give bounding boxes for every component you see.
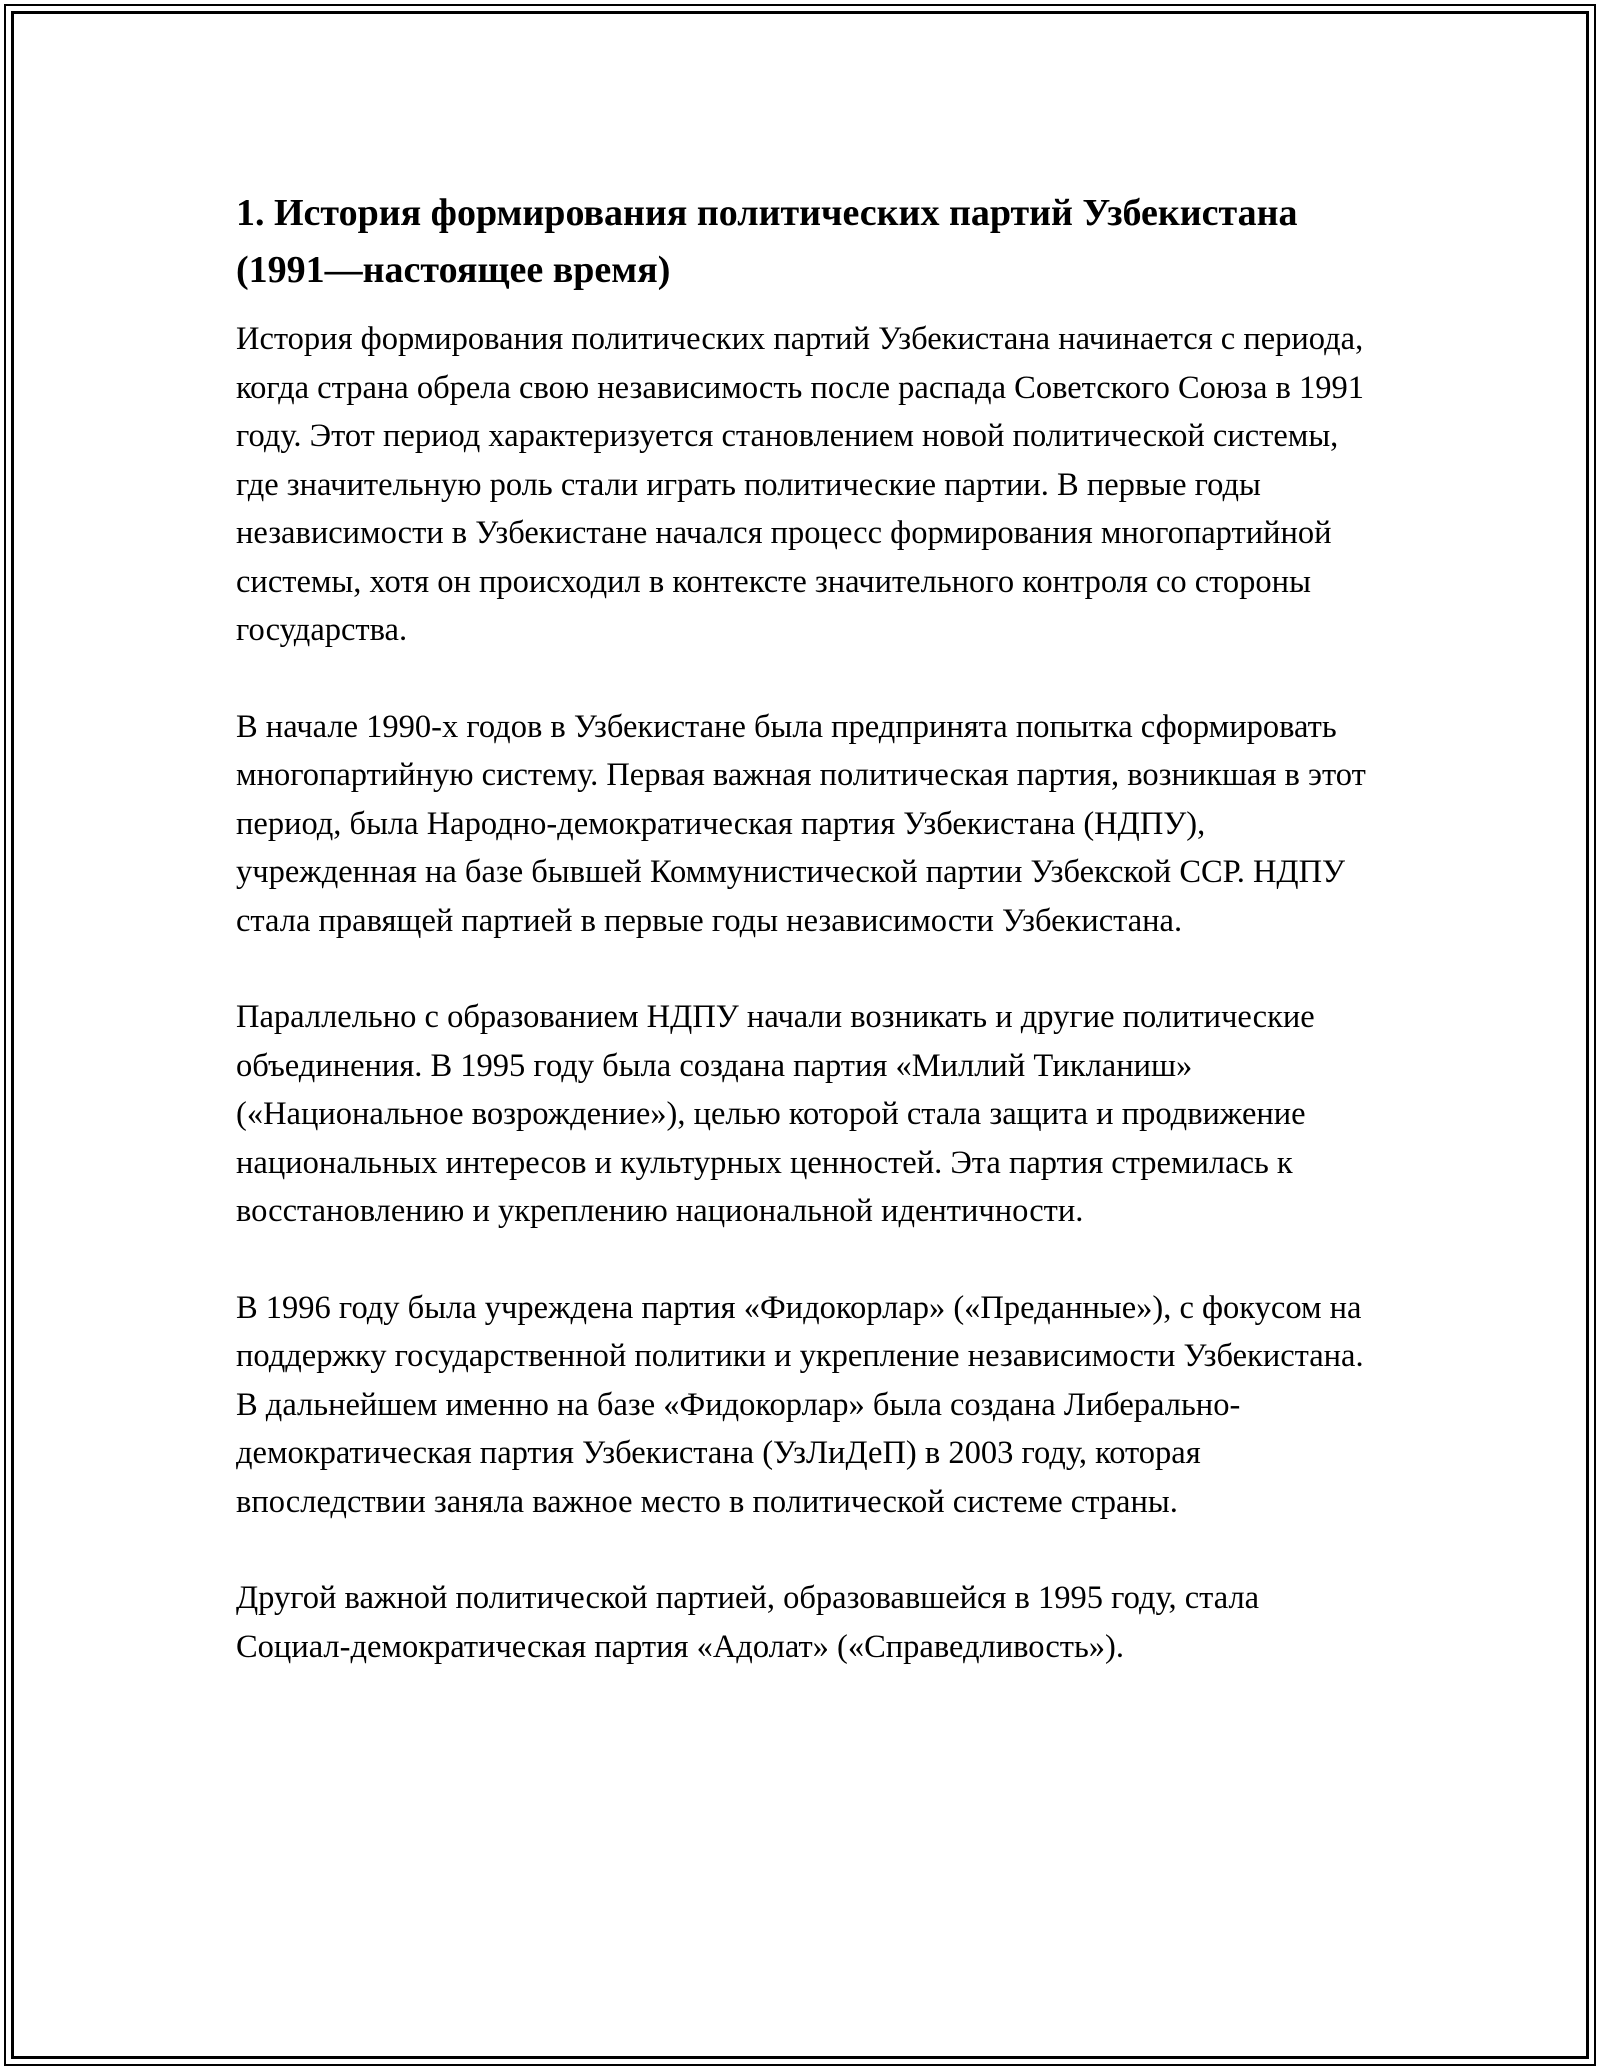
paragraph-independence: История формирования политических партий Узбекистана начинается с периода, когда страна обрела свою независимость после распада Советского Союза в 1991 году. Этот период характеризуется становлением новой политической системы, где значительную роль стали играть политические партии. В первые годы независимости в Узбекистане начался процесс формирования многопартийной системы, хотя он происходил в контексте значительного контроля со стороны государства. bbox=[236, 321, 1365, 648]
document-body bbox=[236, 185, 1366, 1719]
paragraph-ndpu: В начале 1990-х годов в Узбекистане была предпринята попытка сформировать многопартийную систему. Первая важная политическая партия, возникшая в этот период, была Народно-демократическая партия Узбекистана (НДПУ), учрежденная на базе бывшей Коммунистической партии Узбекской ССР. НДПУ стала правящей партией в первые годы независимости Узбекистана. bbox=[236, 708, 1366, 939]
section-heading: 1. История формирования политических партий Узбекистана (1991—настоящее время) bbox=[236, 192, 1298, 291]
paragraph-fidokorlar: В 1996 году была учреждена партия «Фидокорлар» («Преданные»), с фокусом на поддержку государственной политики и укрепление независимости Узбекистана. В дальнейшем именно на базе «Фидокорлар» была создана Либерально-демократическая партия Узбекистана (УзЛиДеП) в 2003 году, которая впоследствии заняла важное место в политической системе страны. bbox=[236, 1289, 1364, 1520]
paragraph-adolat: Другой важной политической партией, образовавшейся в 1995 году, стала Социал-демократическая партия «Адолат» («Справедливость»). bbox=[236, 1580, 1260, 1665]
paragraph-milliy-tiklanish: Параллельно с образованием НДПУ начали возникать и другие политические объединения. В 1995 году была создана партия «Миллий Тикланиш» («Национальное возрождение»), целью которой стала защита и продвижение национальных интересов и культурных ценностей. Эта партия стремилась к восстановлению и укреплению национальной идентичности. bbox=[236, 999, 1315, 1229]
